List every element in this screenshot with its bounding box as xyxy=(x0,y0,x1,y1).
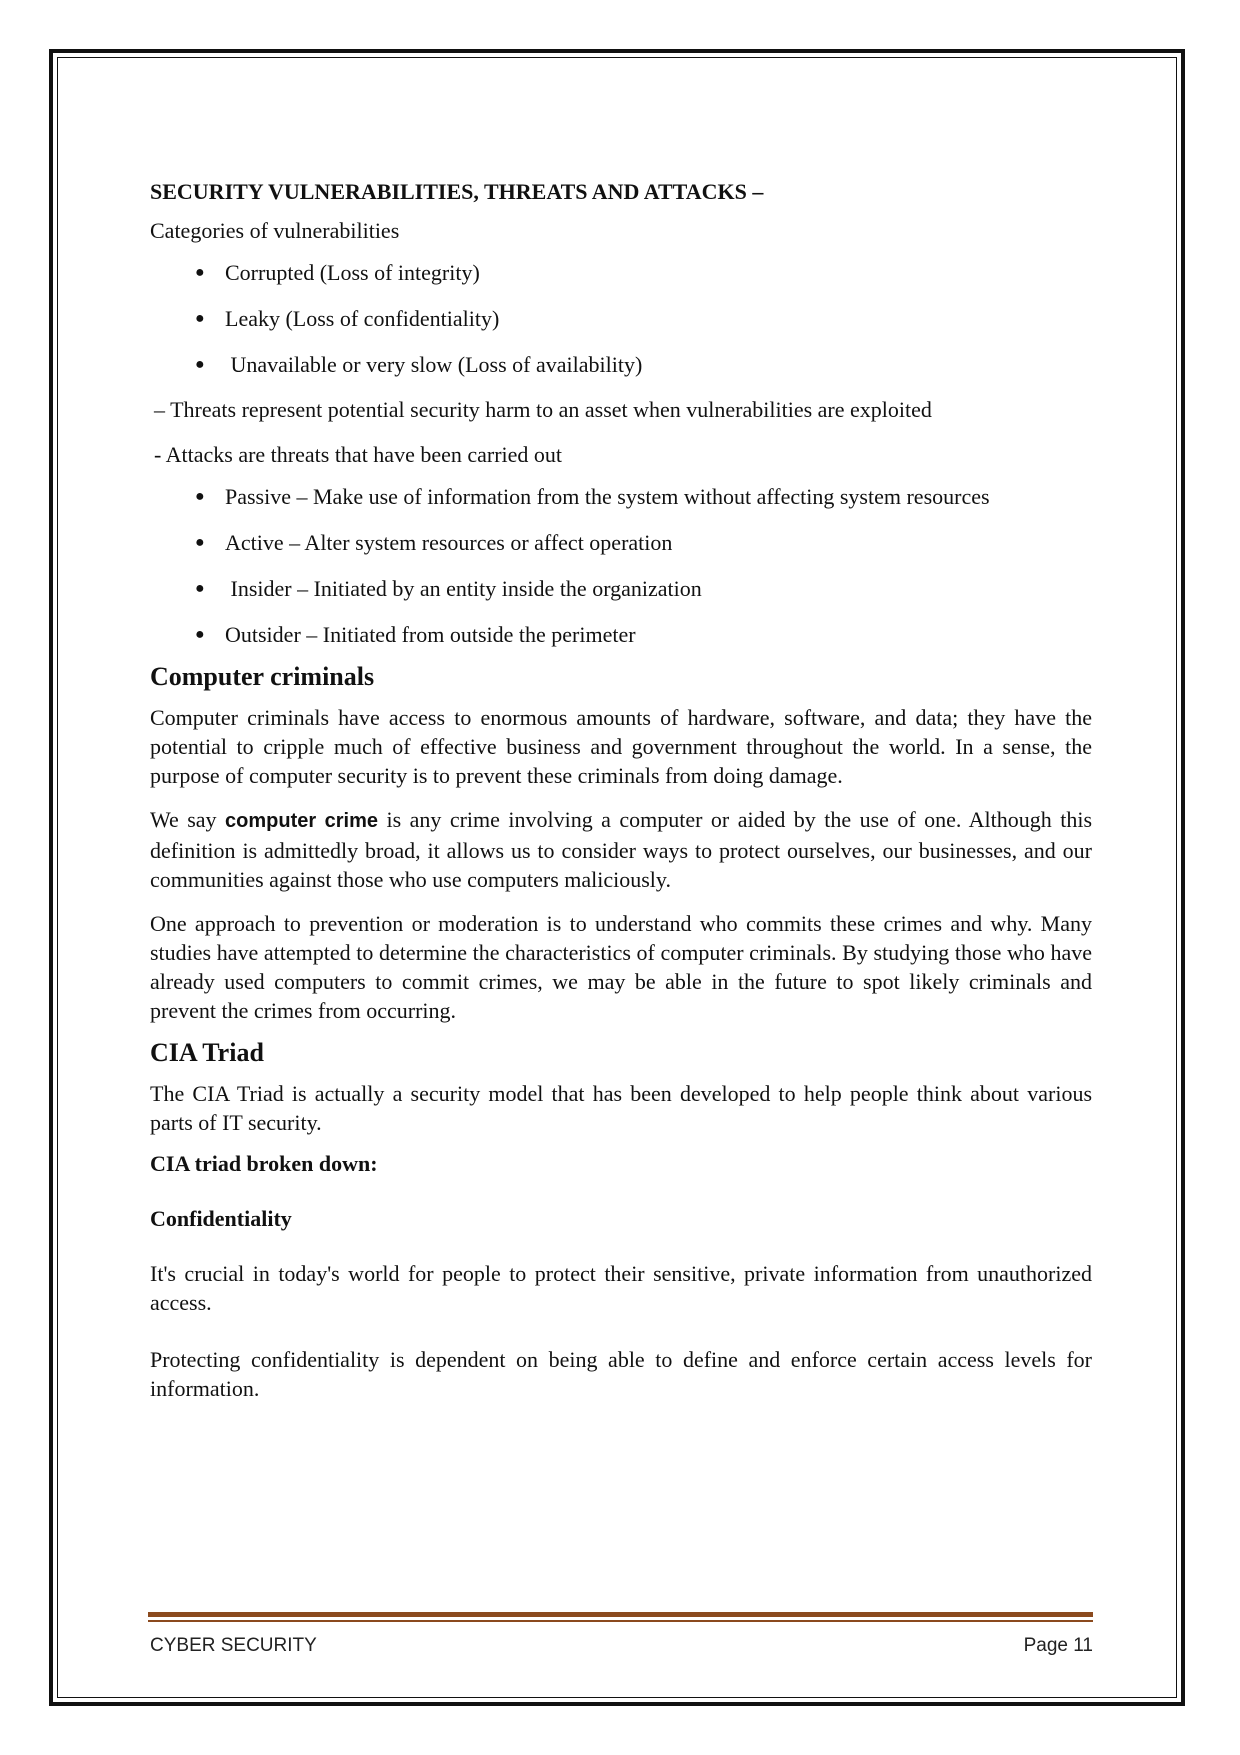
confidentiality-para1: It's crucial in today's world for people to protect their sensitive, private information from unauthorized access. xyxy=(150,1261,1092,1315)
bullet-icon: ● xyxy=(195,534,205,551)
cia-broken-down-heading: CIA triad broken down: xyxy=(150,1151,378,1176)
vulnerability-list xyxy=(150,258,1092,379)
list-item: ● Outsider – Initiated from outside the perimeter xyxy=(195,622,636,647)
page-content xyxy=(150,178,1092,1403)
list-item: ● Leaky (Loss of confidentiality) xyxy=(195,306,500,331)
list-item: ● Passive – Make use of information from the system without affecting system resources xyxy=(195,484,990,509)
categories-intro: Categories of vulnerabilities xyxy=(150,218,400,243)
bullet-icon: ● xyxy=(195,580,205,597)
list-item: ● Corrupted (Loss of integrity) xyxy=(195,260,480,285)
computer-crime-term: computer crime xyxy=(225,810,379,832)
list-item: ● Unavailable or very slow (Loss of availability) xyxy=(195,352,643,377)
list-item: ● Insider – Initiated by an entity inside the organization xyxy=(195,576,702,601)
footer-rule-thin xyxy=(148,1620,1093,1622)
bullet-icon: ● xyxy=(195,356,205,373)
confidentiality-para2: Protecting confidentiality is dependent on being able to define and enforce certain access levels for information. xyxy=(150,1347,1092,1401)
attack-types-list xyxy=(150,482,1092,649)
list-item: ● Active – Alter system resources or affect operation xyxy=(195,530,673,555)
threats-line: – Threats represent potential security harm to an asset when vulnerabilities are exploited xyxy=(154,397,932,422)
confidentiality-heading: Confidentiality xyxy=(150,1206,292,1231)
bullet-icon: ● xyxy=(195,626,205,643)
bullet-icon: ● xyxy=(195,488,205,505)
computer-criminals-heading: Computer criminals xyxy=(150,662,375,691)
bullet-icon: ● xyxy=(195,264,205,281)
computer-criminals-para2: We say computer crime is any crime involving a computer or aided by the use of one. Although this definition is admittedly broad, it allows us to consider ways to protect ourselves, our businesses, and our communities against those who use computers maliciously. xyxy=(150,807,1093,892)
footer-title: CYBER SECURITY xyxy=(150,1635,317,1656)
computer-criminals-para3: One approach to prevention or moderation is to understand who commits these crimes and why. Many studies have attempted to determine the characteristics of computer criminals. By studying those who have already used computers to commit crimes, we may be able in the future to spot likely criminals and prevent the crimes from occurring. xyxy=(150,911,1092,1023)
bullet-icon: ● xyxy=(195,310,205,327)
cia-triad-heading: CIA Triad xyxy=(150,1038,264,1067)
cia-triad-intro: The CIA Triad is actually a security model that has been developed to help people think about various parts of IT security. xyxy=(150,1081,1092,1135)
computer-criminals-para1: Computer criminals have access to enormous amounts of hardware, software, and data; they have the potential to cripple much of effective business and government throughout the world. In a sense, the purpose of computer security is to prevent these criminals from doing damage. xyxy=(150,705,1092,788)
footer-rule-thick xyxy=(148,1612,1093,1617)
attacks-line: - Attacks are threats that have been carried out xyxy=(154,442,563,467)
section-title: SECURITY VULNERABILITIES, THREATS AND ATTACKS – xyxy=(150,179,764,204)
page-number: Page 11 xyxy=(1023,1635,1093,1656)
